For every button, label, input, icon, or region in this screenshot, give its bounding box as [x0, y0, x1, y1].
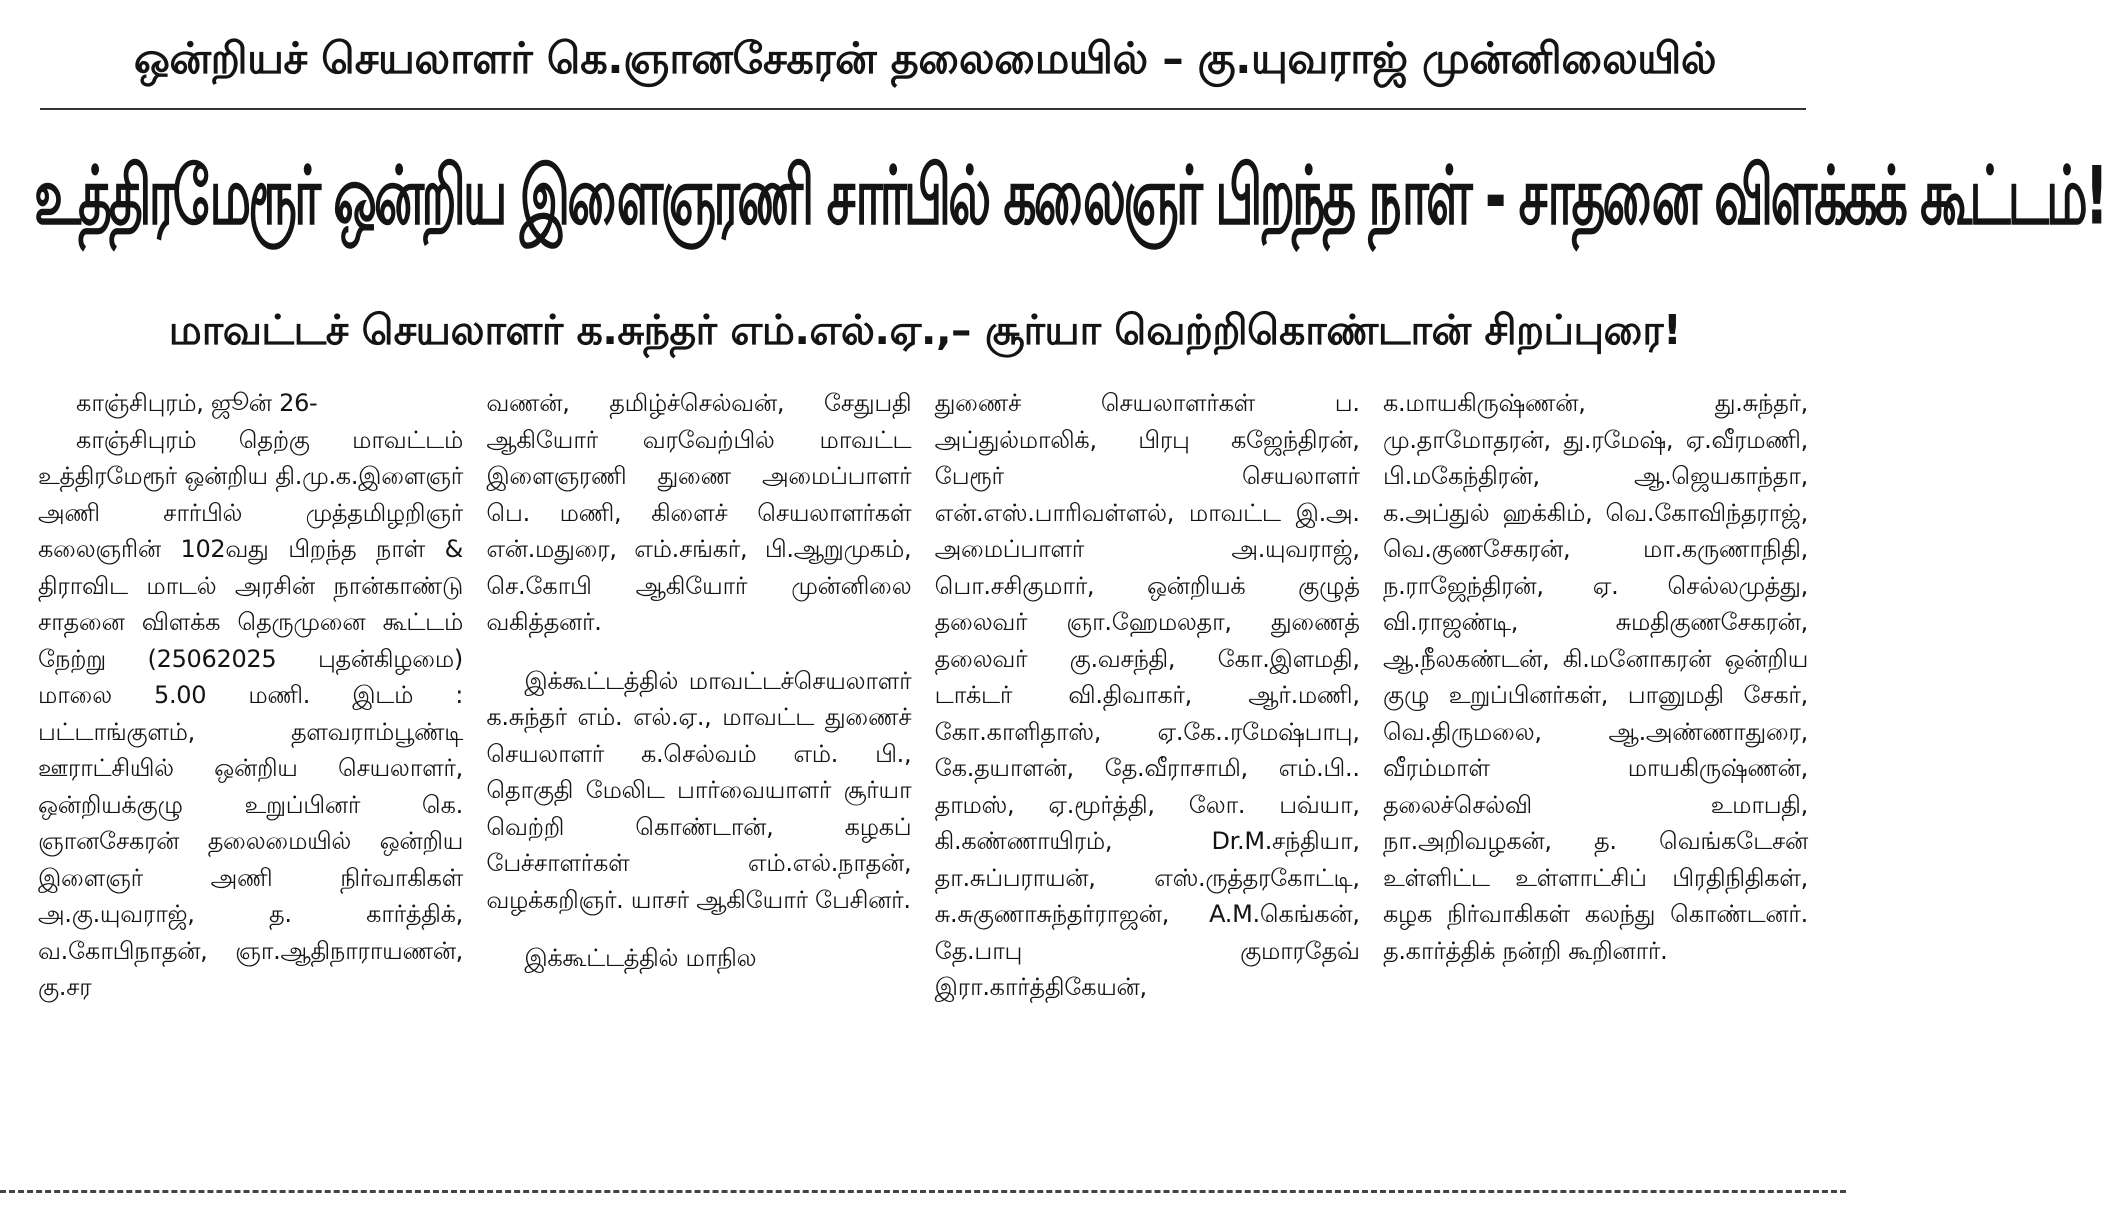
article-column-2 [486, 385, 911, 1175]
article-paragraph: காஞ்சிபுரம் தெற்கு மாவட்டம் உத்திரமேரூர் ஒன்றிய தி.மு.க.இளைஞர் அணி சார்பில் முத்தமிழறிஞர் கலைஞரின் 102வது பிறந்த நாள் & திராவிட மாடல் அரசின் நான்காண்டு சாதனை விளக்க தெருமுனை கூட்டம் நேற்று (25062025 புதன்கிழமை) மாலை 5.00 மணி. இடம் : பட்டாங்குளம், தளவராம்பூண்டி ஊராட்சியில் ஒன்றிய செயலாளர், ஒன்றியக்குழு உறுப்பினர் கெ. ஞானசேகரன் தலைமையில் ஒன்றிய இளைஞர் அணி நிர்வாகிகள் அ.கு.யுவராஜ், த. கார்த்திக், வ.கோபிநாதன், ஞா.ஆதிநாராயணன், கு.சர [38, 425, 463, 1001]
article-paragraph: துணைச் செயலாளர்கள் ப. அப்துல்மாலிக், பிரபு கஜேந்திரன், பேரூர் செயலாளர் என்.எஸ்.பாரிவள்ளல், மாவட்ட இ.அ. அமைப்பாளர் அ.யுவராஜ், பொ.சசிகுமார், ஒன்றியக் குழுத் தலைவர் ஞா.ஹேமலதா, துணைத் தலைவர் கு.வசந்தி, கோ.இளமதி, டாக்டர் வி.திவாகர், ஆர்.மணி, கோ.காளிதாஸ், ஏ.கே..ரமேஷ்பாபு, கே.தயாளன், தே.வீராசாமி, எம்.பி.. தாமஸ், ஏ.மூர்த்தி, லோ. பவ்யா, கி.கண்ணாயிரம், Dr.M.சந்தியா, தா.சுப்பராயன், எஸ்.ருத்தரகோட்டி, சு.சுகுணாசுந்தர்ராஜன், A.M.கெங்கன், தே.பாபு குமாரதேவ் இரா.கார்த்திகேயன், [934, 389, 1360, 1001]
kicker-line: ஒன்றியச் செயலாளர் கெ.ஞானசேகரன் தலைமையில் – கு.யுவராஜ் முன்னிலையில் [133, 34, 1717, 84]
article-column-1 [38, 385, 463, 1175]
subheadline: மாவட்டச் செயலாளர் க.சுந்தர் எம்.எல்.ஏ.,– சூர்யா வெற்றிகொண்டான் சிறப்புரை! [168, 306, 1682, 354]
headline: உத்திரமேரூர் ஒன்றிய இளைஞரணி சார்பில் கலைஞர் பிறந்த நாள் - சாதனை விளக்கக் கூட்டம்! [34, 150, 2106, 244]
bottom-divider [0, 1190, 1846, 1193]
article-body [38, 385, 1808, 1175]
article-column-4 [1383, 385, 1808, 1175]
article-paragraph: க.மாயகிருஷ்ணன், து.சுந்தர், மு.தாமோதரன், து.ரமேஷ், ஏ.வீரமணி, பி.மகேந்திரன், ஆ.ஜெயகாந்தா, க.அப்துல் ஹக்கிம், வெ.கோவிந்தராஜ், வெ.குணசேகரன், மா.கருணாநிதி, ந.ராஜேந்திரன், ஏ. செல்லமுத்து, வி.ராஜண்டி, சுமதிகுணசேகரன், ஆ.நீலகண்டன், கி.மனோகரன் ஒன்றிய குழு உறுப்பினர்கள், பானுமதி சேகர், வெ.திருமலை, ஆ.அண்ணாதுரை, வீரம்மாள் மாயகிருஷ்ணன், தலைச்செல்வி உமாபதி, நா.அறிவழகன், த. வெங்கடேசன் உள்ளிட்ட உள்ளாட்சிப் பிரதிநிதிகள், கழக நிர்வாகிகள் கலந்து கொண்டனர். த.கார்த்திக் நன்றி கூறினார். [1382, 389, 1808, 965]
article-paragraph: இக்கூட்டத்தில் மாநில [524, 944, 757, 972]
article-paragraph: வணன், தமிழ்ச்செல்வன், சேதுபதி ஆகியோர் வரவேற்பில் மாவட்ட இளைஞரணி துணை அமைப்பாளர் பெ. மணி, கிளைச் செயலாளர்கள் என்.மதுரை, எம்.சங்கர், பி.ஆறுமுகம், செ.கோபி ஆகியோர் முன்னிலை வகித்தனர். [486, 389, 912, 636]
dateline: காஞ்சிபுரம், ஜூன் 26- [76, 389, 318, 417]
article-column-3 [935, 385, 1360, 1175]
article-paragraph: இக்கூட்டத்தில் மாவட்டச்செயலாளர் க.சுந்தர் எம். எல்.ஏ., மாவட்ட துணைச் செயலாளர் க.செல்வம் எம். பி., தொகுதி மேலிட பார்வையாளர் சூர்யா வெற்றி கொண்டான், கழகப் பேச்சாளர்கள் எம்.எல்.நாதன், வழக்கறிஞர். யாசர் ஆகியோர் பேசினர். [486, 666, 912, 914]
